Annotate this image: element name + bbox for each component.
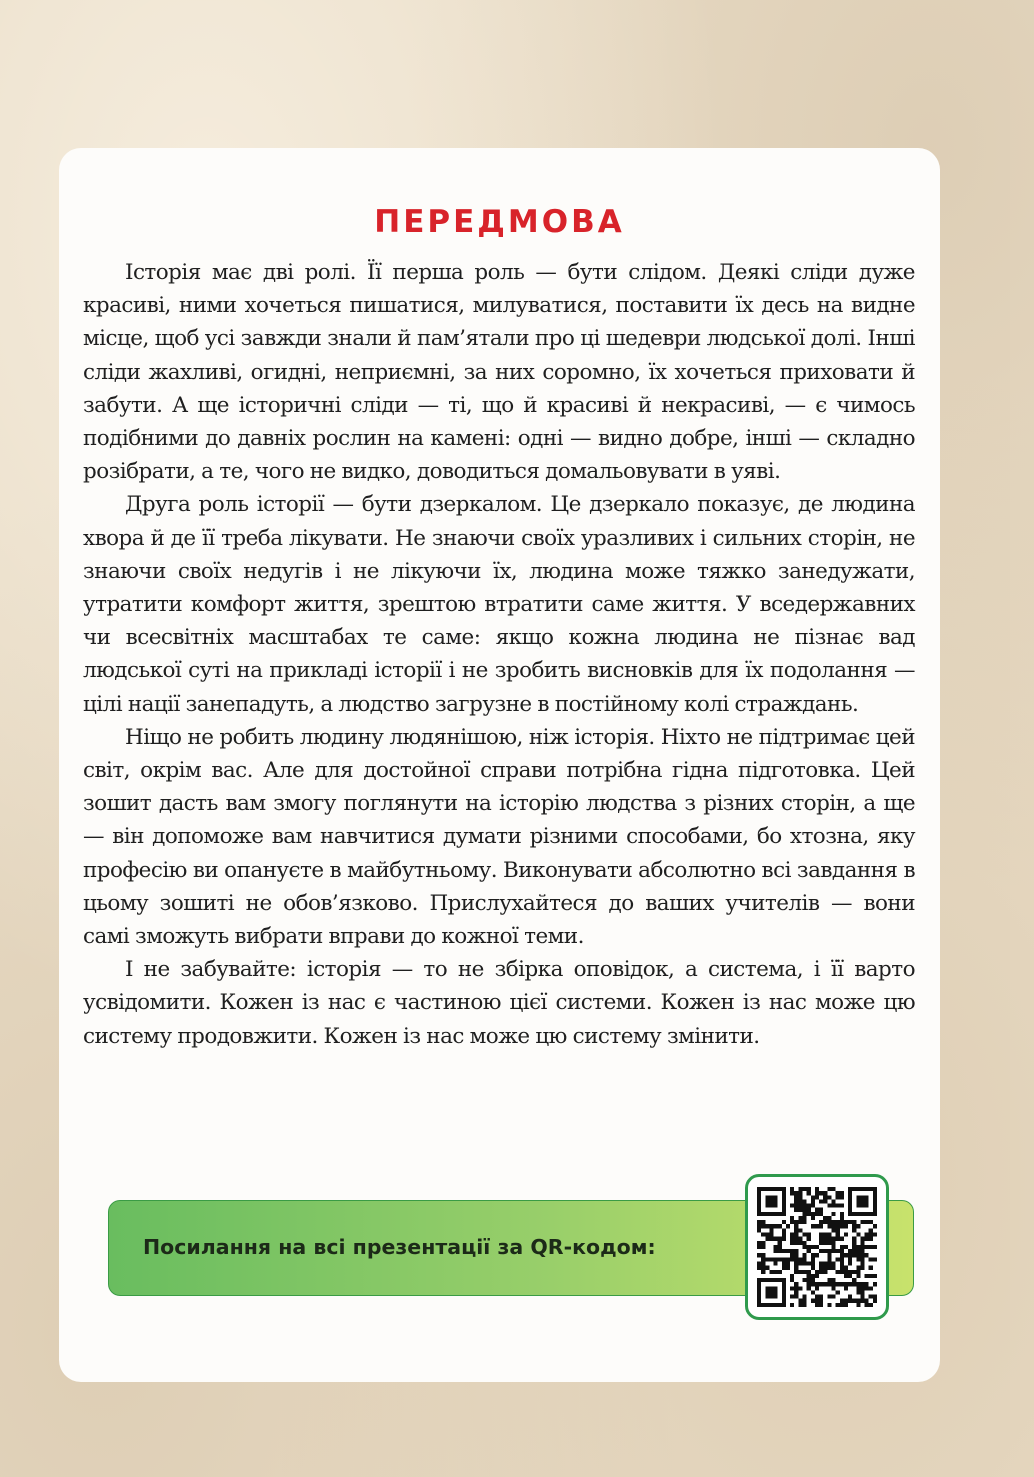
paragraph-2: Друга роль історії — бути дзеркалом. Це дзеркало показує, де людина хвора й де її треба лікувати. Не знаючи своїх уразливих і сильних сторін, не знаючи своїх недугів і не лікуючи їх, людина може тяжко занедужати, утратити комфорт життя, зрештою втратити саме життя. У вседержавних чи всесвітніх масштабах те саме: якщо кожна людина не пізнає вад людської суті на прикладі історії і не зробить висновків для їх подолання — цілі нації занепадуть, а людство загрузне в постійному колі страждань. bbox=[83, 492, 915, 717]
paragraph-3: Ніщо не робить людину людянішою, ніж історія. Ніхто не підтримає цей світ, окрім вас. Але для достойної справи потрібна гідна підготовка. Цей зошит дасть вам змогу поглянути на історію людства з різних сторін, а ще — він допоможе вам навчитися думати різними способами, бо хтозна, яку професію ви опануєте в майбутньому. Виконувати абсолютно всі завдання в цьому зошиті не обов’язково. Прислухайтеся до ваших учителів — вони самі зможуть вибрати вправи до кожної теми. bbox=[83, 724, 915, 950]
preface-card bbox=[59, 148, 940, 1382]
qr-code-icon[interactable] bbox=[745, 1174, 889, 1320]
preface-text bbox=[83, 256, 915, 1053]
paragraph-4: І не забувайте: історія — то не збірка оповідок, а система, і її варто усвідомити. Кожен із нас є частиною цієї системи. Кожен із нас може цю систему продовжити. Кожен із нас може цю систему змінити. bbox=[83, 957, 915, 1049]
paragraph-1: Історія має дві ролі. Її перша роль — бути слідом. Деякі сліди дуже красиві, ними хочеться пишатися, милуватися, поставити їх десь на видне місце, щоб усі завжди знали й пам’ятали про ці шедеври людської долі. Інші сліди жахливі, огидні, неприємні, за них соромно, їх хочеться приховати й забути. А ще історичні сліди — ті, що й красиві й некрасиві, — є чимось подібними до давніх рослин на камені: одні — видно добре, інші — складно розібрати, а те, чого не видко, доводиться домальовувати в уяві. bbox=[83, 260, 915, 485]
banner-text: Посилання на всі презентації за QR-кодом: bbox=[143, 1235, 656, 1259]
qr-code-graphic bbox=[757, 1187, 877, 1307]
page-title: ПЕРЕДМОВА bbox=[374, 204, 625, 240]
